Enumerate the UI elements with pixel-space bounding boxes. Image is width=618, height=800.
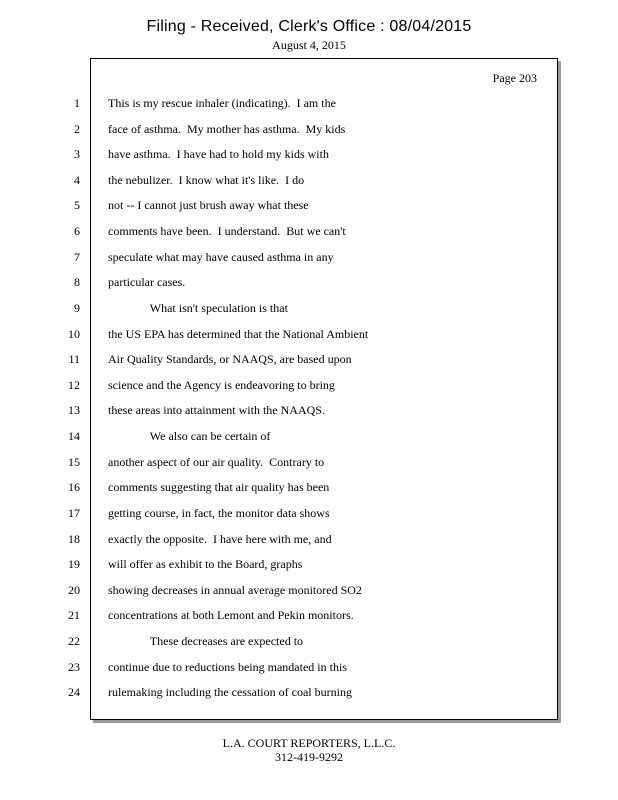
line-text: have asthma. I have had to hold my kids with [108,147,329,161]
line-text: speculate what may have caused asthma in any [108,250,334,264]
line-number: 20 [68,583,80,597]
line-text: These decreases are expected to [108,634,304,648]
line-text: particular cases. [108,275,186,289]
line-text: another aspect of our air quality. Contrary to [108,455,325,469]
line-number: 22 [68,634,80,648]
line-text: these areas into attainment with the NAAQS. [108,403,325,417]
line-number: 19 [68,557,80,571]
line-number: 9 [74,301,80,315]
line-text: not -- I cannot just brush away what these [108,198,309,212]
line-number: 14 [68,429,80,443]
footer-company: L.A. COURT REPORTERS, L.L.C. [222,736,396,750]
line-number: 24 [68,685,80,699]
line-text: face of asthma. My mother has asthma. My kids [108,122,346,136]
line-text: rulemaking including the cessation of coal burning [108,685,352,699]
line-text: We also can be certain of [108,429,271,443]
line-text: This is my rescue inhaler (indicating). I am the [108,96,336,110]
line-number: 15 [68,455,80,469]
line-number: 16 [68,480,80,494]
line-number: 4 [74,173,80,187]
line-number: 10 [68,327,80,341]
line-text: What isn't speculation is that [108,301,288,315]
line-text: science and the Agency is endeavoring to bring [108,378,335,392]
footer-phone: 312-419-9292 [275,750,343,764]
line-text: the US EPA has determined that the National Ambient [108,327,369,341]
line-text: the nebulizer. I know what it's like. I do [108,173,305,187]
line-text: showing decreases in annual average monitored SO2 [108,583,362,597]
line-number: 17 [68,506,80,520]
line-text: comments have been. I understand. But we can't [108,224,346,238]
line-number: 7 [74,250,80,264]
line-number: 5 [74,198,80,212]
line-text: Air Quality Standards, or NAAQS, are based upon [108,352,352,366]
line-number: 3 [74,147,80,161]
line-text: comments suggesting that air quality has been [108,480,330,494]
line-number: 12 [68,378,80,392]
page-number: Page 203 [492,71,537,85]
filing-date: August 4, 2015 [272,38,346,52]
line-text: getting course, in fact, the monitor data shows [108,506,330,520]
line-text: continue due to reductions being mandated in this [108,660,347,674]
line-number: 1 [74,96,80,110]
line-number: 6 [74,224,80,238]
line-text: exactly the opposite. I have here with me, and [108,532,332,546]
line-number: 2 [74,122,80,136]
line-number: 18 [68,532,80,546]
line-number: 11 [68,352,80,366]
line-number: 21 [68,608,80,622]
line-number: 8 [74,275,80,289]
line-number: 13 [68,403,80,417]
filing-header: Filing - Received, Clerk's Office : 08/04/2015 [146,18,472,35]
line-text: concentrations at both Lemont and Pekin monitors. [108,608,354,622]
line-number: 23 [68,660,80,674]
line-text: will offer as exhibit to the Board, graphs [108,557,303,571]
